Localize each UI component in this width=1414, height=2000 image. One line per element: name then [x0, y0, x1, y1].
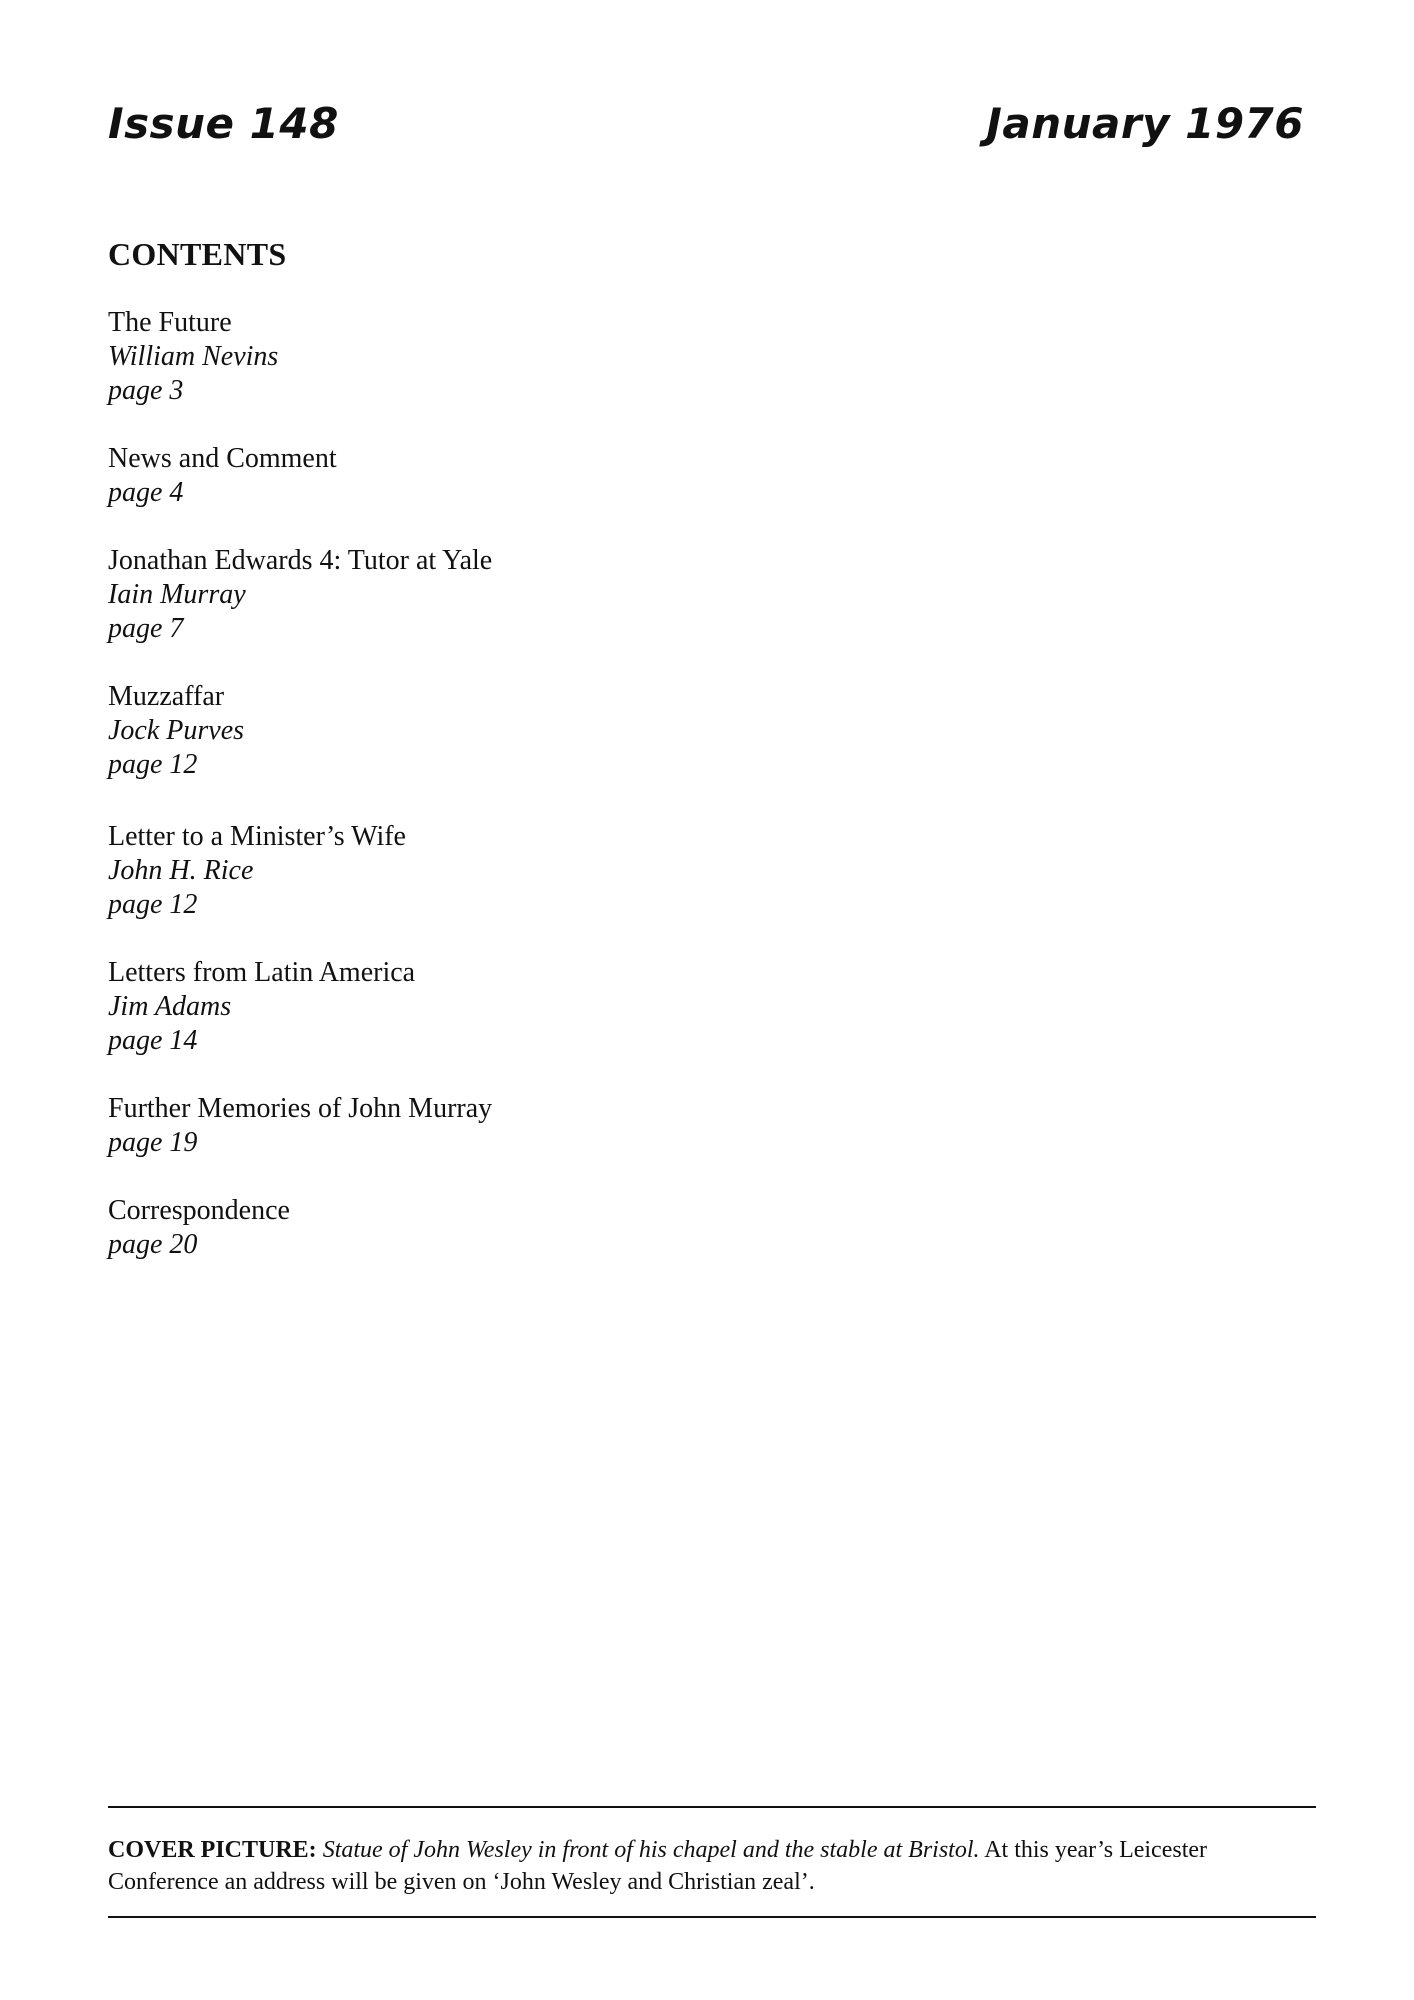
cover-picture-conference-note: At this year’s Leicester Conference an address will be given on ‘John Wesley and Christian zeal’. [108, 1837, 1208, 1895]
cover-picture-note [108, 1806, 1316, 1918]
toc-entry-page: page 12 [108, 889, 198, 920]
toc-entry-page: page 4 [108, 477, 184, 508]
toc-entry [108, 306, 1008, 408]
toc-entry-page: page 3 [108, 375, 184, 406]
toc-entry-title: Letter to a Minister’s Wife [108, 821, 406, 852]
toc-entry-page: page 7 [108, 613, 184, 644]
toc-entry-author: John H. Rice [108, 855, 254, 886]
issue-number: Issue 148 [108, 99, 339, 148]
page-header [108, 98, 1304, 150]
toc-entry-title: The Future [108, 307, 232, 338]
contents-heading: CONTENTS [108, 236, 287, 272]
toc-entry-title: Jonathan Edwards 4: Tutor at Yale [108, 545, 493, 576]
toc-entry-author: Iain Murray [108, 579, 246, 610]
toc-entry-page: page 20 [108, 1229, 198, 1260]
toc-entry-page: page 14 [108, 1025, 198, 1056]
toc-entry-title: News and Comment [108, 443, 337, 474]
toc-entry-title: Muzzaffar [108, 681, 225, 712]
toc-entry [108, 680, 1008, 782]
toc-entry-title: Letters from Latin America [108, 957, 416, 988]
issue-date: January 1976 [986, 99, 1304, 148]
toc-entry [108, 544, 1008, 646]
toc-entry [108, 442, 1008, 510]
table-of-contents [108, 306, 1008, 1296]
toc-entry-title: Further Memories of John Murray [108, 1093, 493, 1124]
toc-entry-page: page 19 [108, 1127, 198, 1158]
toc-entry-author: Jock Purves [108, 715, 245, 746]
toc-entry-title: Correspondence [108, 1195, 290, 1226]
toc-entry-page: page 12 [108, 749, 198, 780]
toc-entry [108, 956, 1008, 1058]
toc-entry-author: William Nevins [108, 341, 279, 372]
toc-entry [108, 1092, 1008, 1160]
toc-entry-author: Jim Adams [108, 991, 232, 1022]
toc-entry [108, 820, 1008, 922]
cover-picture-label: COVER PICTURE: [108, 1837, 317, 1863]
toc-entry [108, 1194, 1008, 1262]
cover-picture-caption: Statue of John Wesley in front of his chapel and the stable at Bristol. [322, 1837, 980, 1863]
